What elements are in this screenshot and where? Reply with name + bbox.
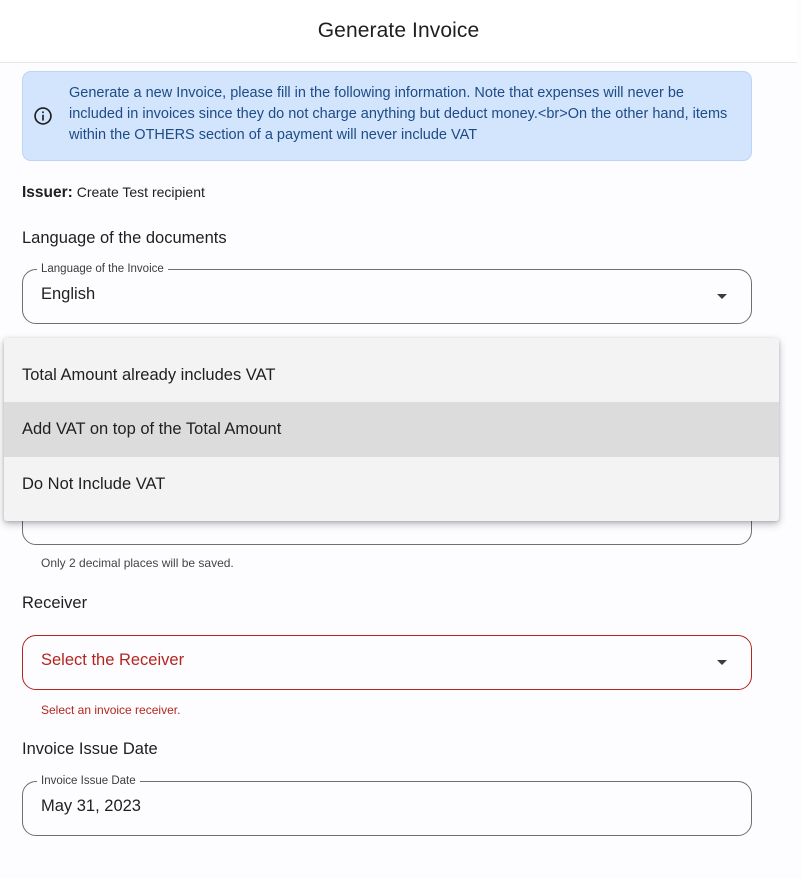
language-value: English [41,285,96,303]
vat-option-includes[interactable]: Total Amount already includes VAT [22,365,276,384]
app-header [0,0,797,63]
receiver-error-text: Select an invoice receiver. [41,703,181,717]
language-heading: Language of the documents [22,229,227,247]
info-alert [22,71,752,161]
vat-option-add-on-top[interactable]: Add VAT on top of the Total Amount [4,402,779,457]
issuer-value: Create Test recipient [76,184,205,200]
receiver-placeholder: Select the Receiver [41,651,185,669]
language-select[interactable] [22,263,752,324]
issue-date-field[interactable] [22,775,752,836]
issue-date-field-label: Invoice Issue Date [37,774,140,788]
arrow-drop-down-icon [717,660,727,665]
vat-option-none[interactable]: Do Not Include VAT [22,475,166,493]
info-icon [33,106,53,126]
issuer-line [22,184,205,202]
issue-date-heading: Invoice Issue Date [22,740,158,758]
language-field-label: Language of the Invoice [37,262,168,276]
issuer-label: Issuer: [22,184,73,201]
receiver-select[interactable] [22,635,752,690]
receiver-heading: Receiver [22,594,88,612]
vat-options-menu [4,338,779,521]
amount-helper-text: Only 2 decimal places will be saved. [41,556,234,570]
arrow-drop-down-icon [717,294,727,299]
issue-date-value: May 31, 2023 [41,797,141,815]
page-title: Generate Invoice [317,19,480,42]
info-alert-text: Generate a new Invoice, please fill in the following information. Note that expenses will never be included in invoices since they do not charge anything but deduct money.<br>On the other hand, items within the OTHERS section of a payment will never include VAT [69,85,728,143]
